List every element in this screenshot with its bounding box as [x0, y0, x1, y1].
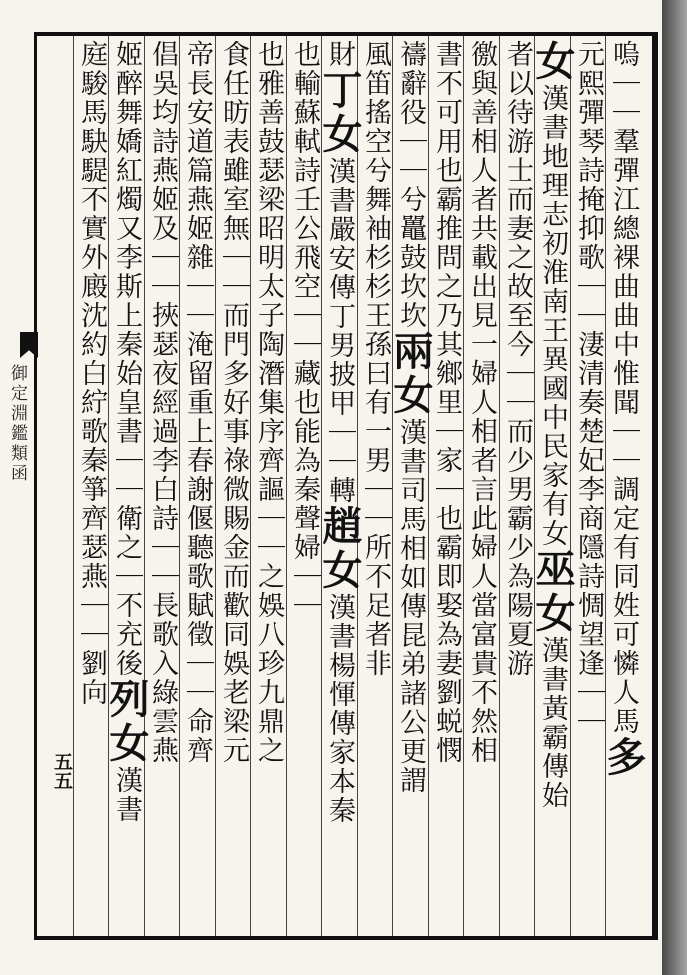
entry-text: 書不可用也霸推問之乃其鄉里｜家｜也霸即娶為妻劉蜕憫 — [431, 40, 462, 765]
entry-text: 漢書 — [111, 766, 142, 824]
entry-text: 漢書楊惲傳家本秦 — [324, 593, 355, 825]
text-column — [316, 40, 363, 930]
text-column — [500, 40, 534, 930]
page-edge-shadow — [662, 0, 687, 975]
entry-text: 庭駿馬駃騠不實外廄沈約白紵歌秦箏齊瑟燕｜｜ — [76, 40, 107, 649]
margin-book-title: 御定淵鑑類函 — [7, 364, 27, 484]
frame-border-top — [34, 32, 656, 36]
text-column — [358, 40, 392, 930]
entry-text: 也雅善鼓瑟梁昭明太子陶潛集序齊謳｜｜之娛八珍九鼎之 — [253, 40, 284, 765]
frame-border-left — [34, 32, 37, 940]
frame-border-bottom — [34, 936, 656, 940]
entry-text: 者以待游士而妻之故至今｜｜而少男 — [502, 40, 533, 504]
entry-text: 嗚｜｜羣彈江總裸曲曲中惟聞｜｜調定有同姓可憐人馬 — [608, 40, 639, 736]
text-column — [387, 40, 434, 930]
text-column — [464, 40, 498, 930]
entry-text: 姬醉舞嬌紅燭又李斯上秦始皇書｜｜衛之｜不充後 — [111, 40, 142, 678]
entry-text: 風笛搖空兮舞袖杉杉 — [360, 40, 391, 301]
entry-text: 財 — [324, 40, 355, 69]
entry-text: 倡吳均詩燕姬及｜｜挾瑟夜經過李白詩｜｜長歌入綠雲燕 — [147, 40, 178, 765]
page-number: 五五 — [51, 752, 73, 790]
entry-text: 漢書地理志初淮南王異國中民家有女 — [537, 84, 568, 548]
text-column — [529, 40, 576, 930]
text-column — [429, 40, 463, 930]
entry-text: 漢書黃霸傳始 — [537, 636, 568, 810]
entry-text: 元熙彈琴詩掩抑歌｜｜淒清奏楚妃李商隱詩惆望逢｜｜ — [573, 40, 604, 736]
text-column — [287, 40, 321, 930]
text-column — [600, 40, 647, 930]
entry-text: 霸少為陽夏游 — [502, 504, 533, 678]
entry-text: 也能為秦聲婦｜｜ — [289, 388, 320, 620]
entry-text: 帝長安道篇燕姬雜｜｜淹留重上春謝偃聽歌賦徵｜｜命齊 — [182, 40, 213, 765]
text-column — [251, 40, 285, 930]
entry-text: 漢書嚴安傳丁男披甲｜｜轉 — [324, 157, 355, 505]
entry-text: 劉向 — [76, 649, 107, 707]
entry-text: 徼與善相人者共載出見一婦人相者言此婦人當富貴不然相 — [466, 40, 497, 765]
entry-heading: 巫女 — [529, 548, 576, 636]
text-column — [145, 40, 179, 930]
fish-tail-mark-icon — [20, 332, 38, 358]
text-column — [74, 40, 108, 930]
text-column — [180, 40, 214, 930]
entry-heading: 趙女 — [316, 505, 363, 593]
text-column — [571, 40, 605, 930]
entry-heading: 女 — [529, 40, 576, 84]
frame-border-right — [652, 32, 658, 940]
entry-text: 禱辭役｜｜兮鼉鼓坎坎 — [395, 40, 426, 330]
text-column — [103, 40, 150, 930]
entry-heading: 多 — [600, 736, 647, 780]
entry-text: 王孫曰有一男｜｜所不足者非 — [360, 301, 391, 678]
entry-text: 輸蘇軾詩壬公飛空｜｜藏 — [289, 69, 320, 388]
entry-text: 漢書司馬相如傳昆弟諸公更謂 — [395, 418, 426, 795]
entry-heading: 列女 — [103, 678, 150, 766]
entry-text: 食任昉表雖室無｜｜而門多好事祿微賜金而歡同娛老梁元 — [218, 40, 249, 765]
entry-text: 也 — [289, 40, 320, 69]
center-margin-strip — [0, 32, 34, 940]
entry-heading: 丁女 — [316, 69, 363, 157]
entry-heading: 兩女 — [387, 330, 434, 418]
text-column — [216, 40, 250, 930]
